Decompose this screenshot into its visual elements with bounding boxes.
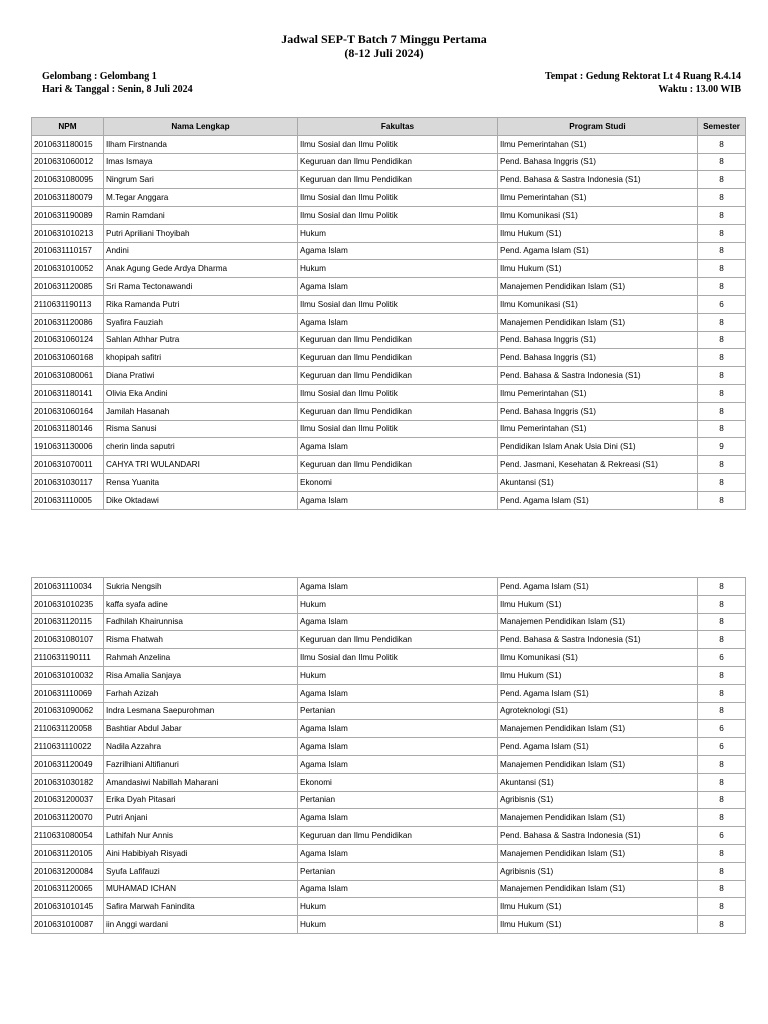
table-header-row (32, 118, 746, 136)
table-row (32, 278, 746, 296)
table-row (32, 331, 746, 349)
cell-semester: 8 (698, 313, 746, 331)
cell-prodi: Agroteknologi (S1) (498, 702, 698, 720)
cell-prodi: Ilmu Hukum (S1) (498, 260, 698, 278)
cell-semester: 8 (698, 206, 746, 224)
cell-semester: 8 (698, 702, 746, 720)
cell-prodi: Ilmu Pemerintahan (S1) (498, 135, 698, 153)
cell-npm: 2010631110069 (32, 684, 104, 702)
cell-fakultas: Agama Islam (298, 684, 498, 702)
cell-semester: 6 (698, 738, 746, 756)
table-row (32, 384, 746, 402)
cell-prodi: Pendidikan Islam Anak Usia Dini (S1) (498, 438, 698, 456)
cell-prodi: Ilmu Komunikasi (S1) (498, 649, 698, 667)
cell-npm: 2010631060168 (32, 349, 104, 367)
schedule-info-left (42, 70, 193, 96)
cell-semester: 8 (698, 898, 746, 916)
cell-prodi: Pend. Agama Islam (S1) (498, 491, 698, 509)
cell-npm: 2010631200037 (32, 791, 104, 809)
date-label: Hari & Tanggal : Senin, 8 Juli 2024 (42, 84, 193, 95)
cell-fakultas: Agama Islam (298, 809, 498, 827)
cell-npm: 2010631060124 (32, 331, 104, 349)
cell-npm: 2010631080061 (32, 367, 104, 385)
cell-semester: 8 (698, 880, 746, 898)
cell-fakultas: Keguruan dan Ilmu Pendidikan (298, 171, 498, 189)
cell-npm: 2110631190111 (32, 649, 104, 667)
table-row (32, 224, 746, 242)
cell-npm: 2010631060012 (32, 153, 104, 171)
cell-npm: 2010631180146 (32, 420, 104, 438)
table-row (32, 420, 746, 438)
cell-npm: 2110631120058 (32, 720, 104, 738)
table-row (32, 791, 746, 809)
cell-semester: 6 (698, 295, 746, 313)
cell-prodi: Pend. Agama Islam (S1) (498, 242, 698, 260)
cell-prodi: Ilmu Pemerintahan (S1) (498, 384, 698, 402)
cell-prodi: Pend. Agama Islam (S1) (498, 684, 698, 702)
document-title-block (0, 32, 768, 60)
cell-nama: Fazrilhiani Altifianuri (104, 755, 298, 773)
cell-prodi: Ilmu Hukum (S1) (498, 916, 698, 934)
cell-prodi: Pend. Bahasa & Sastra Indonesia (S1) (498, 367, 698, 385)
cell-prodi: Pend. Bahasa Inggris (S1) (498, 331, 698, 349)
cell-semester: 8 (698, 153, 746, 171)
cell-npm: 2110631190113 (32, 295, 104, 313)
cell-nama: Bashtiar Abdul Jabar (104, 720, 298, 738)
cell-npm: 2010631120115 (32, 613, 104, 631)
cell-semester: 8 (698, 595, 746, 613)
table-body-1 (32, 135, 746, 509)
cell-fakultas: Ekonomi (298, 773, 498, 791)
cell-nama: Sukria Nengsih (104, 578, 298, 596)
table-row (32, 613, 746, 631)
cell-fakultas: Keguruan dan Ilmu Pendidikan (298, 631, 498, 649)
cell-prodi: Manajemen Pendidikan Islam (S1) (498, 844, 698, 862)
cell-semester: 6 (698, 827, 746, 845)
cell-semester: 8 (698, 349, 746, 367)
cell-fakultas: Ilmu Sosial dan Ilmu Politik (298, 649, 498, 667)
cell-npm: 2010631030182 (32, 773, 104, 791)
cell-prodi: Ilmu Hukum (S1) (498, 224, 698, 242)
column-header-prodi: Program Studi (498, 118, 698, 136)
cell-fakultas: Pertanian (298, 862, 498, 880)
cell-prodi: Akuntansi (S1) (498, 773, 698, 791)
table-row (32, 898, 746, 916)
cell-fakultas: Ilmu Sosial dan Ilmu Politik (298, 189, 498, 207)
cell-nama: CAHYA TRI WULANDARI (104, 456, 298, 474)
cell-prodi: Pend. Agama Islam (S1) (498, 578, 698, 596)
table-row (32, 153, 746, 171)
column-header-semester: Semester (698, 118, 746, 136)
cell-semester: 8 (698, 755, 746, 773)
cell-fakultas: Agama Islam (298, 613, 498, 631)
cell-nama: Sahlan Athhar Putra (104, 331, 298, 349)
cell-nama: cherin linda saputri (104, 438, 298, 456)
cell-fakultas: Pertanian (298, 791, 498, 809)
cell-nama: Andini (104, 242, 298, 260)
table-row (32, 242, 746, 260)
cell-fakultas: Hukum (298, 666, 498, 684)
cell-fakultas: Keguruan dan Ilmu Pendidikan (298, 153, 498, 171)
participant-table-2 (31, 577, 746, 934)
table-row (32, 402, 746, 420)
cell-fakultas: Hukum (298, 916, 498, 934)
cell-npm: 2010631120105 (32, 844, 104, 862)
time-label: Waktu : 13.00 WIB (658, 84, 741, 95)
cell-fakultas: Keguruan dan Ilmu Pendidikan (298, 331, 498, 349)
cell-npm: 2010631090062 (32, 702, 104, 720)
cell-npm: 2010631010032 (32, 666, 104, 684)
table-row (32, 702, 746, 720)
cell-semester: 8 (698, 473, 746, 491)
cell-prodi: Manajemen Pendidikan Islam (S1) (498, 720, 698, 738)
cell-prodi: Pend. Bahasa Inggris (S1) (498, 402, 698, 420)
cell-semester: 8 (698, 171, 746, 189)
cell-prodi: Manajemen Pendidikan Islam (S1) (498, 880, 698, 898)
cell-fakultas: Hukum (298, 595, 498, 613)
cell-nama: Diana Pratiwi (104, 367, 298, 385)
cell-fakultas: Keguruan dan Ilmu Pendidikan (298, 456, 498, 474)
schedule-info-right (545, 70, 741, 96)
table-row (32, 189, 746, 207)
cell-nama: Putri Apriliani Thoyibah (104, 224, 298, 242)
cell-prodi: Pend. Bahasa Inggris (S1) (498, 153, 698, 171)
cell-nama: Olivia Eka Andini (104, 384, 298, 402)
cell-nama: Fadhilah Khairunnisa (104, 613, 298, 631)
table-row (32, 491, 746, 509)
table-row (32, 135, 746, 153)
cell-prodi: Agribisnis (S1) (498, 791, 698, 809)
cell-semester: 8 (698, 578, 746, 596)
table-row (32, 313, 746, 331)
cell-semester: 8 (698, 773, 746, 791)
cell-nama: Erika Dyah Pitasari (104, 791, 298, 809)
cell-nama: Syafira Fauziah (104, 313, 298, 331)
cell-fakultas: Agama Islam (298, 491, 498, 509)
cell-npm: 2010631180015 (32, 135, 104, 153)
cell-prodi: Ilmu Hukum (S1) (498, 595, 698, 613)
cell-fakultas: Agama Islam (298, 880, 498, 898)
cell-nama: Putri Anjani (104, 809, 298, 827)
cell-semester: 8 (698, 189, 746, 207)
cell-npm: 2010631080107 (32, 631, 104, 649)
cell-nama: Rahmah Anzelina (104, 649, 298, 667)
cell-npm: 2010631010052 (32, 260, 104, 278)
cell-semester: 6 (698, 720, 746, 738)
cell-semester: 8 (698, 631, 746, 649)
cell-semester: 8 (698, 242, 746, 260)
cell-nama: Aini Habibiyah Risyadi (104, 844, 298, 862)
cell-prodi: Ilmu Hukum (S1) (498, 898, 698, 916)
table-row (32, 649, 746, 667)
cell-semester: 8 (698, 278, 746, 296)
cell-semester: 8 (698, 844, 746, 862)
cell-fakultas: Agama Islam (298, 755, 498, 773)
cell-semester: 8 (698, 456, 746, 474)
cell-nama: Rensa Yuanita (104, 473, 298, 491)
cell-nama: Nadila Azzahra (104, 738, 298, 756)
cell-fakultas: Agama Islam (298, 313, 498, 331)
table-row (32, 738, 746, 756)
cell-fakultas: Hukum (298, 260, 498, 278)
document-title: Jadwal SEP-T Batch 7 Minggu Pertama (281, 32, 487, 46)
cell-npm: 2110631080054 (32, 827, 104, 845)
cell-nama: Lathifah Nur Annis (104, 827, 298, 845)
table-row (32, 171, 746, 189)
cell-prodi: Pend. Agama Islam (S1) (498, 738, 698, 756)
column-header-npm: NPM (32, 118, 104, 136)
cell-npm: 2010631180141 (32, 384, 104, 402)
cell-fakultas: Ekonomi (298, 473, 498, 491)
cell-semester: 8 (698, 791, 746, 809)
cell-npm: 2010631120070 (32, 809, 104, 827)
table-row (32, 684, 746, 702)
table-row (32, 844, 746, 862)
table-body-2 (32, 578, 746, 934)
cell-prodi: Pend. Bahasa & Sastra Indonesia (S1) (498, 827, 698, 845)
cell-nama: Syufa Lafifauzi (104, 862, 298, 880)
cell-nama: Risa Amalia Sanjaya (104, 666, 298, 684)
table-row (32, 916, 746, 934)
cell-nama: Risma Sanusi (104, 420, 298, 438)
cell-prodi: Manajemen Pendidikan Islam (S1) (498, 313, 698, 331)
cell-prodi: Ilmu Komunikasi (S1) (498, 295, 698, 313)
participant-table-1 (31, 117, 746, 510)
cell-fakultas: Ilmu Sosial dan Ilmu Politik (298, 420, 498, 438)
cell-nama: Ilham Firstnanda (104, 135, 298, 153)
cell-nama: Rika Ramanda Putri (104, 295, 298, 313)
cell-fakultas: Agama Islam (298, 242, 498, 260)
table-row (32, 456, 746, 474)
cell-fakultas: Agama Islam (298, 578, 498, 596)
cell-fakultas: Ilmu Sosial dan Ilmu Politik (298, 384, 498, 402)
cell-semester: 8 (698, 331, 746, 349)
cell-nama: Risma Fhatwah (104, 631, 298, 649)
cell-npm: 2010631110034 (32, 578, 104, 596)
table-row (32, 260, 746, 278)
table-row (32, 367, 746, 385)
cell-npm: 2010631110005 (32, 491, 104, 509)
table-row (32, 809, 746, 827)
cell-npm: 2010631010087 (32, 916, 104, 934)
table-row (32, 631, 746, 649)
cell-semester: 8 (698, 613, 746, 631)
cell-semester: 8 (698, 420, 746, 438)
cell-fakultas: Hukum (298, 898, 498, 916)
cell-nama: M.Tegar Anggara (104, 189, 298, 207)
cell-prodi: Ilmu Pemerintahan (S1) (498, 420, 698, 438)
table-row (32, 473, 746, 491)
cell-prodi: Ilmu Komunikasi (S1) (498, 206, 698, 224)
cell-npm: 2010631120049 (32, 755, 104, 773)
cell-semester: 6 (698, 649, 746, 667)
column-header-fakultas: Fakultas (298, 118, 498, 136)
table-row (32, 666, 746, 684)
cell-prodi: Agribisnis (S1) (498, 862, 698, 880)
cell-prodi: Manajemen Pendidikan Islam (S1) (498, 278, 698, 296)
table-row (32, 349, 746, 367)
cell-prodi: Manajemen Pendidikan Islam (S1) (498, 809, 698, 827)
cell-fakultas: Agama Islam (298, 438, 498, 456)
cell-npm: 2010631110157 (32, 242, 104, 260)
cell-fakultas: Agama Islam (298, 720, 498, 738)
cell-semester: 8 (698, 666, 746, 684)
cell-prodi: Pend. Bahasa & Sastra Indonesia (S1) (498, 631, 698, 649)
cell-semester: 9 (698, 438, 746, 456)
document-subtitle: (8-12 Juli 2024) (344, 46, 424, 60)
column-header-nama: Nama Lengkap (104, 118, 298, 136)
cell-nama: Farhah Azizah (104, 684, 298, 702)
cell-semester: 8 (698, 809, 746, 827)
table-row (32, 880, 746, 898)
cell-nama: khopipah safitri (104, 349, 298, 367)
cell-semester: 8 (698, 491, 746, 509)
cell-npm: 2010631030117 (32, 473, 104, 491)
cell-semester: 8 (698, 916, 746, 934)
cell-npm: 2010631120085 (32, 278, 104, 296)
cell-fakultas: Keguruan dan Ilmu Pendidikan (298, 827, 498, 845)
cell-fakultas: Keguruan dan Ilmu Pendidikan (298, 349, 498, 367)
cell-npm: 2010631070011 (32, 456, 104, 474)
cell-npm: 1910631130006 (32, 438, 104, 456)
cell-semester: 8 (698, 862, 746, 880)
cell-fakultas: Agama Islam (298, 844, 498, 862)
cell-nama: Amandasiwi Nabillah Maharani (104, 773, 298, 791)
cell-semester: 8 (698, 684, 746, 702)
cell-prodi: Pend. Bahasa & Sastra Indonesia (S1) (498, 171, 698, 189)
cell-prodi: Ilmu Hukum (S1) (498, 666, 698, 684)
cell-fakultas: Ilmu Sosial dan Ilmu Politik (298, 295, 498, 313)
cell-semester: 8 (698, 367, 746, 385)
location-label: Tempat : Gedung Rektorat Lt 4 Ruang R.4.14 (544, 71, 741, 82)
cell-npm: 2010631180079 (32, 189, 104, 207)
table-row (32, 755, 746, 773)
cell-fakultas: Ilmu Sosial dan Ilmu Politik (298, 135, 498, 153)
cell-semester: 8 (698, 224, 746, 242)
cell-nama: MUHAMAD ICHAN (104, 880, 298, 898)
cell-npm: 2010631200084 (32, 862, 104, 880)
table-row (32, 578, 746, 596)
cell-npm: 2010631010145 (32, 898, 104, 916)
cell-npm: 2010631060164 (32, 402, 104, 420)
cell-nama: Safira Marwah Fanindita (104, 898, 298, 916)
table-row (32, 295, 746, 313)
cell-nama: Dike Oktadawi (104, 491, 298, 509)
cell-npm: 2110631110022 (32, 738, 104, 756)
cell-nama: Indra Lesmana Saepurohman (104, 702, 298, 720)
cell-npm: 2010631010213 (32, 224, 104, 242)
table-row (32, 862, 746, 880)
cell-prodi: Manajemen Pendidikan Islam (S1) (498, 755, 698, 773)
table-row (32, 595, 746, 613)
cell-npm: 2010631080095 (32, 171, 104, 189)
cell-npm: 2010631120086 (32, 313, 104, 331)
cell-semester: 8 (698, 135, 746, 153)
cell-fakultas: Ilmu Sosial dan Ilmu Politik (298, 206, 498, 224)
cell-nama: kaffa syafa adine (104, 595, 298, 613)
cell-fakultas: Agama Islam (298, 278, 498, 296)
cell-fakultas: Pertanian (298, 702, 498, 720)
cell-npm: 2010631010235 (32, 595, 104, 613)
cell-nama: Ningrum Sari (104, 171, 298, 189)
table-row (32, 827, 746, 845)
cell-semester: 8 (698, 384, 746, 402)
table-row (32, 773, 746, 791)
cell-fakultas: Keguruan dan Ilmu Pendidikan (298, 402, 498, 420)
cell-npm: 2010631120065 (32, 880, 104, 898)
cell-nama: Jamilah Hasanah (104, 402, 298, 420)
cell-prodi: Ilmu Pemerintahan (S1) (498, 189, 698, 207)
cell-nama: Ramin Ramdani (104, 206, 298, 224)
cell-npm: 2010631190089 (32, 206, 104, 224)
cell-prodi: Pend. Bahasa Inggris (S1) (498, 349, 698, 367)
cell-prodi: Manajemen Pendidikan Islam (S1) (498, 613, 698, 631)
gelombang-label: Gelombang : Gelombang 1 (42, 71, 157, 82)
table-row (32, 206, 746, 224)
cell-fakultas: Hukum (298, 224, 498, 242)
table-row (32, 438, 746, 456)
cell-nama: iin Anggi wardani (104, 916, 298, 934)
cell-prodi: Akuntansi (S1) (498, 473, 698, 491)
table-row (32, 720, 746, 738)
cell-nama: Anak Agung Gede Ardya Dharma (104, 260, 298, 278)
cell-fakultas: Agama Islam (298, 738, 498, 756)
cell-semester: 8 (698, 260, 746, 278)
cell-nama: Sri Rama Tectonawandi (104, 278, 298, 296)
cell-semester: 8 (698, 402, 746, 420)
cell-prodi: Pend. Jasmani, Kesehatan & Rekreasi (S1) (498, 456, 698, 474)
cell-nama: Imas Ismaya (104, 153, 298, 171)
cell-fakultas: Keguruan dan Ilmu Pendidikan (298, 367, 498, 385)
